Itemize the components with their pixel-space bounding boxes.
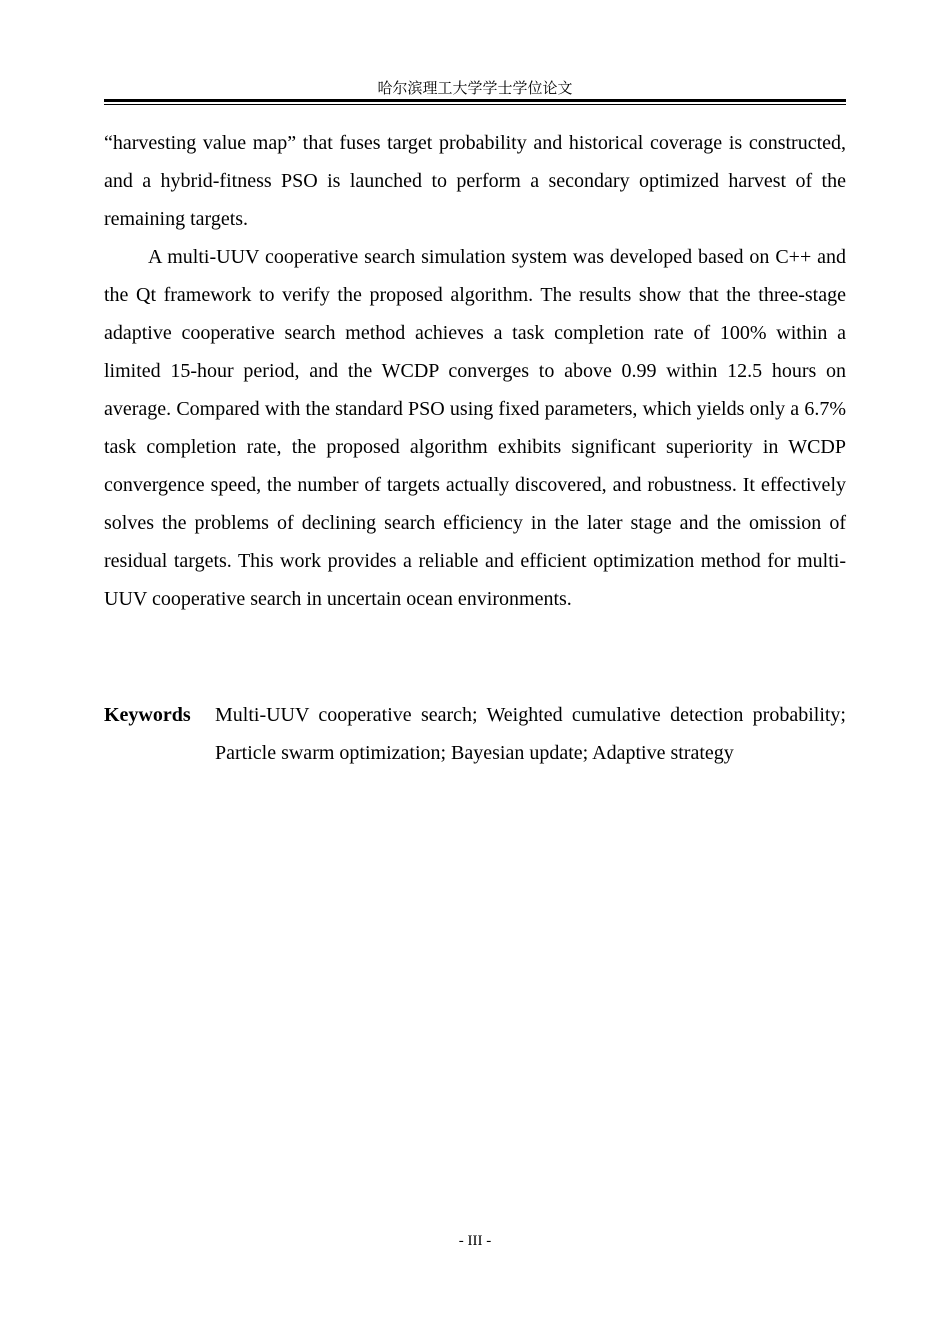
header-rule-thick	[104, 99, 846, 102]
abstract-paragraph-2: A multi-UUV cooperative search simulation system was developed based on C++ and the Qt framework to verify the proposed algorithm. The results show that the three-stage adaptive cooperative search method achieves a task completion rate of 100% within a limited 15-hour period, and the WCDP converges to above 0.99 within 12.5 hours on average. Compared with the standard PSO using fixed parameters, which yields only a 6.7% task completion rate, the proposed algorithm exhibits significant superiority in WCDP convergence speed, the number of targets actually discovered, and robustness. It effectively solves the problems of declining search efficiency in the later stage and the omission of residual targets. This work provides a reliable and efficient optimization method for multi-UUV cooperative search in uncertain ocean environments.	[104, 246, 846, 610]
header-rule-thin	[104, 104, 846, 105]
abstract-paragraph-1: “harvesting value map” that fuses target probability and historical coverage is constructed, and a hybrid-fitness PSO is launched to perform a secondary optimized harvest of the remaining targets.	[104, 132, 846, 230]
keywords-text: Multi-UUV cooperative search; Weighted cumulative detection probability; Particle swarm optimization; Bayesian update; Adaptive strategy	[215, 704, 846, 764]
page-number: - III -	[458, 1233, 492, 1249]
abstract-body	[104, 124, 846, 618]
keywords-label: Keywords	[104, 704, 191, 726]
keywords-section	[104, 696, 846, 772]
running-header: 哈尔滨理工大学学士学位论文	[377, 79, 573, 97]
